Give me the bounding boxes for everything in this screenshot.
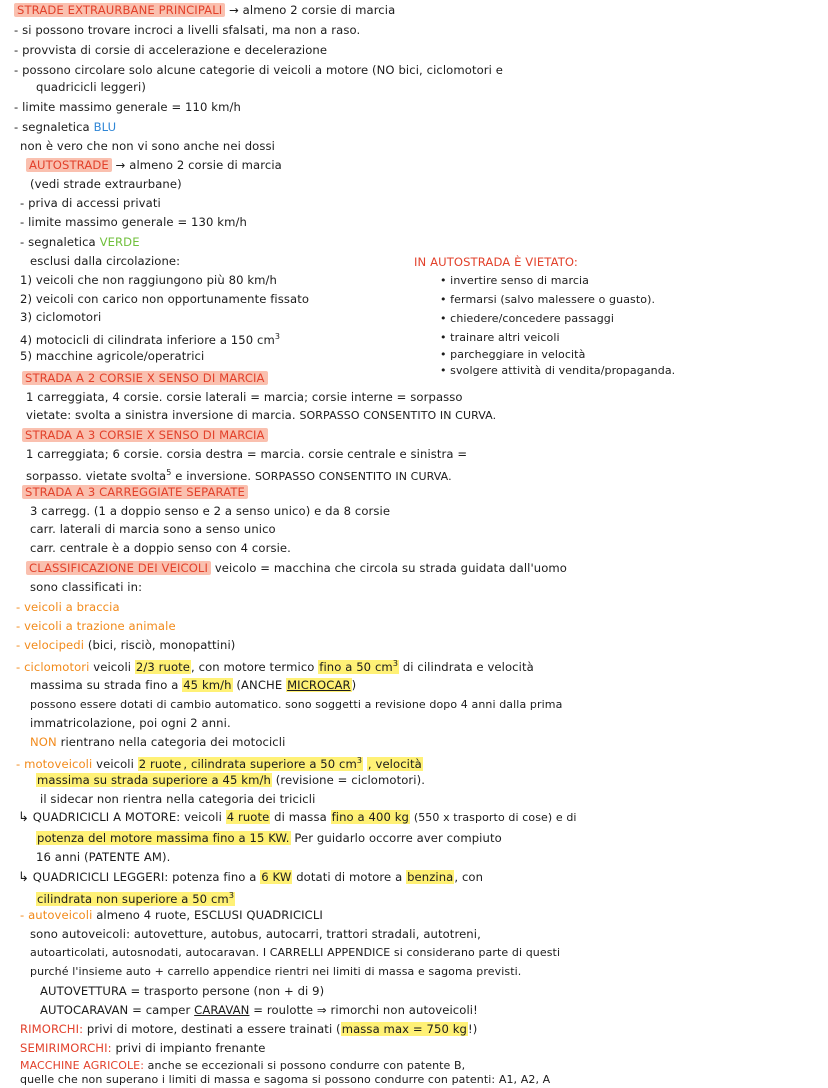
- text-line: (vedi strade extraurbane): [30, 177, 182, 191]
- text-line: sono autoveicoli: autovetture, autobus, autocarri, trattori stradali, autotreni,: [30, 927, 481, 941]
- text-line: sono classificati in:: [30, 580, 143, 594]
- heading-strada-3-carreggiate: STRADA A 3 CARREGGIATE SEPARATE: [22, 485, 248, 499]
- text-line: massima su strada fino a 45 km/h (ANCHE MICROCAR): [30, 678, 357, 692]
- list-item: 1) veicoli che non raggiungono più 80 km/h: [20, 273, 278, 287]
- heading-rimorchi: RIMORCHI:: [20, 1022, 84, 1036]
- line-strade-extraurbane: STRADE EXTRAURBANE PRINCIPALI → almeno 2 corsie di marcia: [14, 2, 395, 18]
- text-line: 3 carregg. (1 a doppio senso e 2 a senso unico) e da 8 corsie: [30, 504, 391, 518]
- line-strada-3-corsie: [22, 427, 268, 443]
- list-item: - ciclomotori veicoli 2/3 ruote, con motore termico fino a 50 $cm^3$ di cilindrata e velocità: [16, 659, 534, 674]
- line-segnaletica-blu: - segnaletica BLU: [14, 120, 117, 134]
- text-line: carr. centrale è a doppio senso con 4 corsie.: [30, 541, 291, 555]
- text-line: - si possono trovare incroci a livelli sfalsati, ma non a raso.: [14, 23, 361, 37]
- text-line: quadricicli leggeri): [36, 80, 146, 94]
- list-item: • chiedere/concedere passaggi: [440, 312, 615, 325]
- line-quadricicli-motore: ↳ QUADRICICLI A MOTORE: veicoli 4 ruote di massa fino a 400 kg (550 x trasporto di cose) e di: [18, 810, 577, 825]
- heading-strada-3-corsie: STRADA A 3 CORSIE X SENSO DI MARCIA: [22, 428, 268, 442]
- heading-autostrada-vietato: IN AUTOSTRADA È VIETATO:: [414, 255, 578, 269]
- text-line: autoarticolati, autosnodati, autocaravan. I CARRELLI APPENDICE si considerano parte di questi: [30, 946, 561, 959]
- list-item: - veicoli a braccia: [16, 600, 120, 614]
- text-line: AUTOVETTURA = trasporto persone (non + di 9): [40, 984, 325, 998]
- list-item: - velocipedi (bici, risciò, monopattini): [16, 638, 236, 652]
- blue-label: BLU: [93, 120, 117, 134]
- text-line: 1 carreggiata, 4 corsie. corsie laterali = marcia; corsie interne = sorpasso: [26, 390, 463, 404]
- text-line: potenza del motore massima fino a 15 KW. Per guidarlo occorre aver compiuto: [37, 831, 502, 845]
- list-item: - autoveicoli almeno 4 ruote, ESCLUSI QUADRICICLI: [20, 908, 323, 922]
- text-line: non è vero che non vi sono anche nei dossi: [20, 139, 275, 153]
- line-autostrade: AUTOSTRADE → almeno 2 corsie di marcia: [26, 157, 282, 173]
- list-item: 5) macchine agricole/operatrici: [20, 349, 205, 363]
- line-macchine-agricole: MACCHINE AGRICOLE: anche se eccezionali si possono condurre con patente B,: [20, 1059, 466, 1072]
- line-quadricicli-leggeri: ↳ QUADRICICLI LEGGERI: potenza fino a 6 KW dotati di motore a benzina, con: [18, 870, 484, 885]
- list-item: 3) ciclomotori: [20, 310, 102, 324]
- text-line: cilindrata non superiore a 50 $cm^3$: [37, 891, 235, 906]
- line-semirimorchi: SEMIRIMORCHI: privi di impianto frenante: [20, 1041, 266, 1055]
- text-line: il sidecar non rientra nella categoria dei tricicli: [40, 792, 316, 806]
- heading-strada-2-corsie: STRADA A 2 CORSIE X SENSO DI MARCIA: [22, 371, 268, 385]
- list-item: • svolgere attività di vendita/propaganda.: [440, 364, 676, 377]
- list-item: • trainare altri veicoli: [440, 331, 560, 344]
- text-line: - provvista di corsie di accelerazione e decelerazione: [14, 43, 328, 57]
- text-line: - limite massimo generale = 130 km/h: [20, 215, 247, 229]
- text-line: 16 anni (PATENTE AM).: [36, 850, 171, 864]
- heading-quadricicli-leggeri: QUADRICICLI LEGGERI:: [32, 870, 169, 884]
- line-strada-2-corsie: [22, 370, 268, 386]
- list-item: - veicoli a trazione animale: [16, 619, 176, 633]
- text-line: - priva di accessi privati: [20, 196, 161, 210]
- text-line: 1 carreggiata; 6 corsie. corsia destra = marcia. corsie centrale e sinistra =: [26, 447, 468, 461]
- list-item: 2) veicoli con carico non opportunamente fissato: [20, 292, 310, 306]
- heading-quadricicli-motore: QUADRICICLI A MOTORE:: [32, 810, 181, 824]
- heading-macchine-agricole: MACCHINE AGRICOLE:: [20, 1059, 145, 1072]
- list-item: • fermarsi (salvo malessere o guasto).: [440, 293, 656, 306]
- text-line: purché l'insieme auto + carrello appendice rientri nei limiti di massa e sagoma previsti.: [30, 965, 522, 978]
- text-line: massima su strada superiore a 45 km/h (revisione = ciclomotori).: [37, 773, 426, 787]
- text-line: esclusi dalla circolazione:: [30, 254, 181, 268]
- line-classificazione: CLASSIFICAZIONE DEI VEICOLI veicolo = macchina che circola su strada guidata dall'uomo: [26, 560, 567, 576]
- list-item: - motoveicoli veicoli 2 ruote , cilindrata superiore a 50 $cm^3$ , velocità: [16, 756, 422, 771]
- text-line: possono essere dotati di cambio automatico. sono soggetti a revisione dopo 4 anni dalla prima: [30, 698, 563, 711]
- text-line: NON rientrano nella categoria dei motocicli: [30, 735, 286, 749]
- heading-autostrade: AUTOSTRADE: [26, 158, 112, 172]
- list-item: • parcheggiare in velocità: [440, 348, 586, 361]
- text-line: sorpasso. vietate svolta$^5$ e inversione. SORPASSO CONSENTITO IN CURVA.: [26, 468, 452, 483]
- heading-strade-extraurbane: STRADE EXTRAURBANE PRINCIPALI: [14, 3, 225, 17]
- green-label: VERDE: [99, 235, 140, 249]
- text-line: AUTOCARAVAN = camper CARAVAN = roulotte ⇒ rimorchi non autoveicoli!: [40, 1003, 478, 1017]
- text-line: immatricolazione, poi ogni 2 anni.: [30, 716, 231, 730]
- text-line: vietate: svolta a sinistra inversione di marcia. SORPASSO CONSENTITO IN CURVA.: [26, 408, 497, 422]
- line-strada-3-carreggiate: [22, 484, 248, 500]
- list-item: • invertire senso di marcia: [440, 274, 589, 287]
- heading-semirimorchi: SEMIRIMORCHI:: [20, 1041, 112, 1055]
- text-line: - possono circolare solo alcune categorie di veicoli a motore (NO bici, ciclomotori e: [14, 63, 504, 77]
- arrow-icon: ↳: [18, 870, 29, 885]
- line-segnaletica-verde: - segnaletica VERDE: [20, 235, 140, 249]
- arrow-icon: ↳: [18, 810, 29, 825]
- line-rimorchi: RIMORCHI: privi di motore, destinati a essere trainati (massa max = 750 kg!): [20, 1022, 478, 1036]
- list-item: 4) motocicli di cilindrata inferiore a 150 $cm^3$: [20, 332, 281, 347]
- text-line: - limite massimo generale = 110 km/h: [14, 100, 241, 114]
- text-line: carr. laterali di marcia sono a senso unico: [30, 522, 276, 536]
- heading-classificazione-veicoli: CLASSIFICAZIONE DEI VEICOLI: [26, 561, 211, 575]
- text-line: quelle che non superano i limiti di massa e sagoma si possono condurre con patenti: A1, A2, A: [20, 1073, 551, 1086]
